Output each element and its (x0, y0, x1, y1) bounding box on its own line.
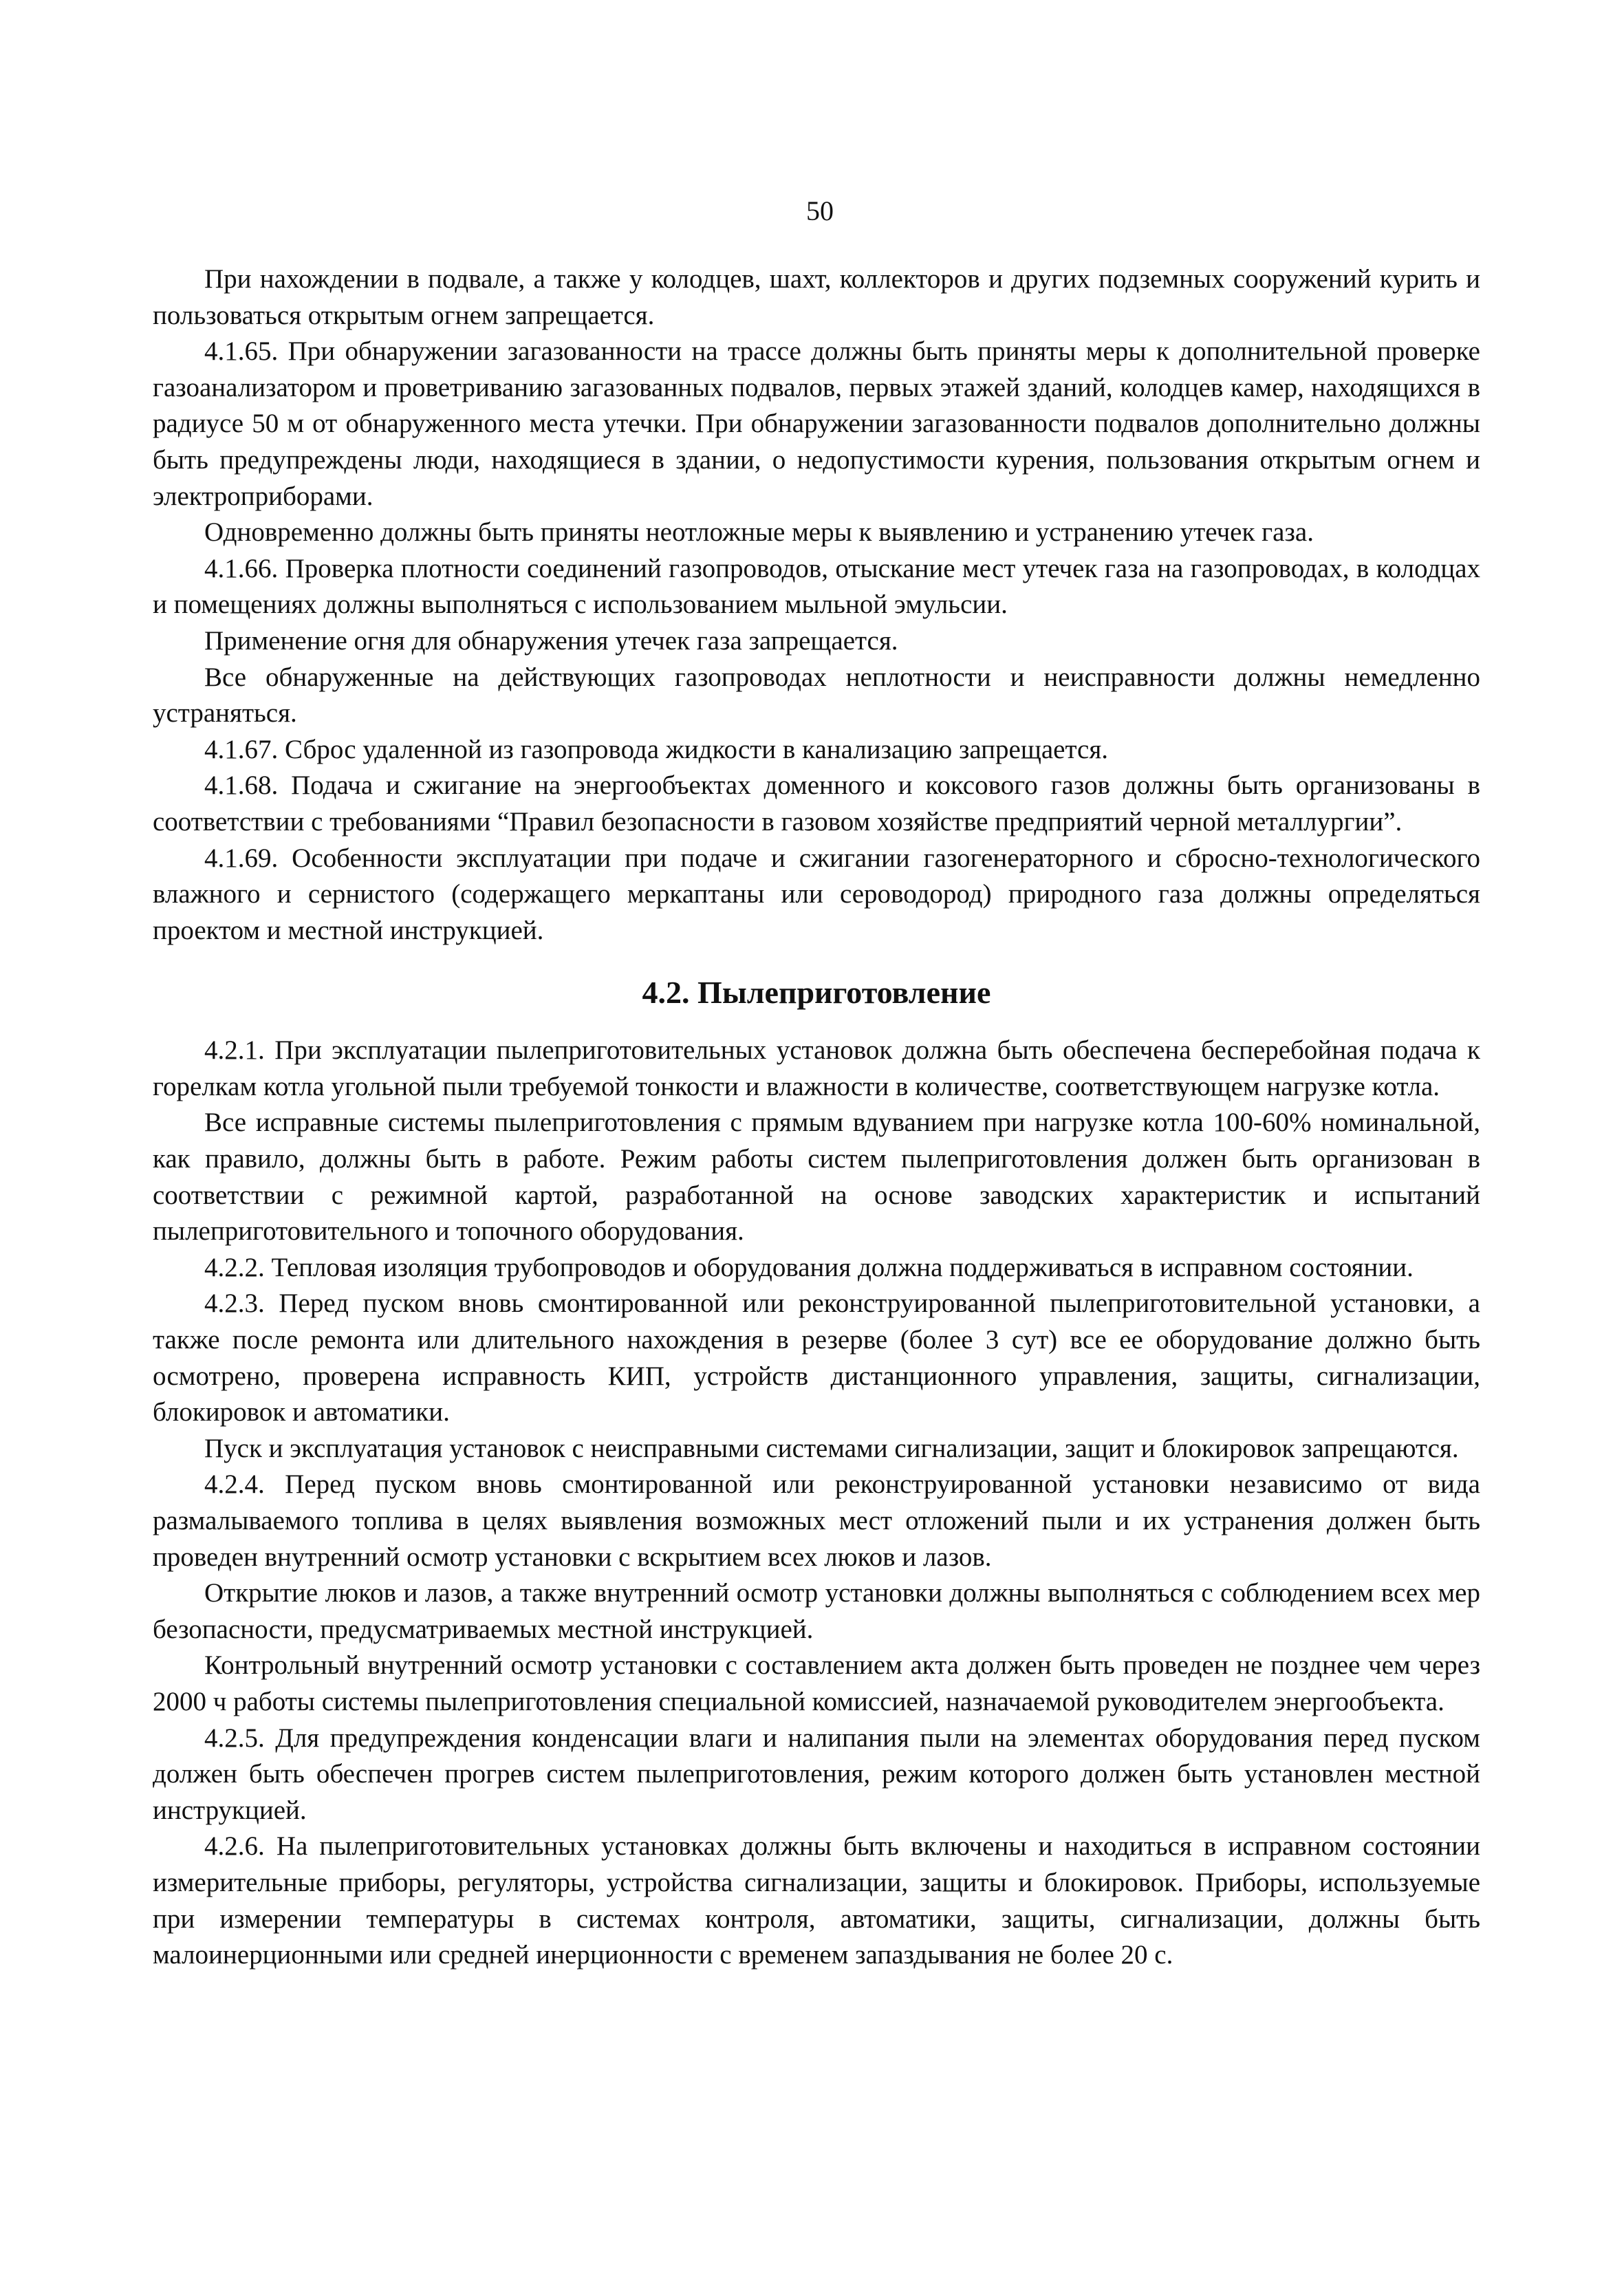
paragraph-4-2-1: 4.2.1. При эксплуатации пылеприготовительных установок должна быть обеспечена бесперебойная подача к горелкам котла угольной пыли требуемой тонкости и влажности в количестве, соответствующем нагрузке котла. (153, 1035, 1480, 1101)
paragraph: Все исправные системы пылеприготовления с прямым вдуванием при нагрузке котла 100-60% номинальной, как правило, должны быть в работе. Режим работы систем пылеприготовления должен быть организован в соответствии с режимной картой, разработанной на основе заводских характеристик и испытаний пылеприготовительного и топочного оборудования. (153, 1108, 1480, 1247)
section-heading: 4.2. Пылеприготовление (642, 975, 991, 1011)
document-page (153, 194, 1480, 1974)
paragraph-4-1-65: 4.1.65. При обнаружении загазованности на трассе должны быть приняты меры к дополнительной проверке газоанализатором и проветриванию загазованных подвалов, первых этажей зданий, колодцев камер, находящихся в радиусе 50 м от обнаруженного места утечки. При обнаружении загазованности подвалов дополнительно должны быть предупреждены люди, находящиеся в здании, о недопустимости курения, пользования открытым огнем и электроприборами. (153, 336, 1480, 511)
section-4-1-continuation (153, 261, 1480, 949)
paragraph-4-1-67: 4.1.67. Сброс удаленной из газопровода жидкости в канализацию запрещается. (204, 734, 1109, 764)
paragraph: Применение огня для обнаружения утечек газа запрещается. (204, 625, 898, 656)
paragraph-4-1-69: 4.1.69. Особенности эксплуатации при подаче и сжигании газогенераторного и сбросно-технологического влажного и сернистого (содержащего меркаптаны или сероводород) природного газа должны определяться проектом и местной инструкцией. (153, 843, 1480, 945)
paragraph-4-2-3: 4.2.3. Перед пуском вновь смонтированной или реконструированной пылеприготовительной установки, а также после ремонта или длительного нахождения в резерве (более 3 сут) все ее оборудование должно быть осмотрено, проверена исправность КИП, устройств дистанционного управления, защиты, сигнализации, блокировок и автоматики. (153, 1289, 1480, 1427)
paragraph-4-2-6: 4.2.6. На пылеприготовительных установках должны быть включены и находиться в исправном состоянии измерительные приборы, регуляторы, устройства сигнализации, защиты и блокировок. Приборы, используемые при измерении температуры в системах контроля, автоматики, защиты, сигнализации, должны быть малоинерционными или средней инерционности с временем запаздывания не более 20 с. (153, 1831, 1480, 1970)
paragraph-4-2-2: 4.2.2. Тепловая изоляция трубопроводов и оборудования должна поддерживаться в исправном состоянии. (204, 1252, 1414, 1282)
paragraph: Все обнаруженные на действующих газопроводах неплотности и неисправности должны немедленно устраняться. (153, 662, 1480, 729)
section-4-2 (153, 1033, 1480, 1973)
page-number: 50 (806, 195, 834, 226)
paragraph-4-2-5: 4.2.5. Для предупреждения конденсации влаги и налипания пыли на элементах оборудования перед пуском должен быть обеспечен прогрев систем пылеприготовления, режим которого должен быть установлен местной инструкцией. (153, 1723, 1480, 1825)
paragraph: Пуск и эксплуатация установок с неисправными системами сигнализации, защит и блокировок запрещаются. (204, 1433, 1459, 1463)
paragraph: При нахождении в подвале, а также у колодцев, шахт, коллекторов и других подземных сооружений курить и пользоваться открытым огнем запрещается. (153, 264, 1480, 330)
paragraph: Открытие люков и лазов, а также внутренний осмотр установки должны выполняться с соблюдением всех мер безопасности, предусматриваемых местной инструкцией. (153, 1578, 1480, 1644)
paragraph-4-1-66: 4.1.66. Проверка плотности соединений газопроводов, отыскание мест утечек газа на газопроводах, в колодцах и помещениях должны выполняться с использованием мыльной эмульсии. (153, 553, 1480, 620)
paragraph: Контрольный внутренний осмотр установки с составлением акта должен быть проведен не позднее чем через 2000 ч работы системы пылеприготовления специальной комиссией, назначаемой руководителем энергообъекта. (153, 1650, 1480, 1716)
paragraph: Одновременно должны быть приняты неотложные меры к выявлению и устранению утечек газа. (204, 517, 1314, 548)
paragraph-4-1-68: 4.1.68. Подача и сжигание на энергообъектах доменного и коксового газов должны быть организованы в соответствии с требованиями “Правил безопасности в газовом хозяйстве предприятий черной металлургии”. (153, 770, 1480, 837)
paragraph-4-2-4: 4.2.4. Перед пуском вновь смонтированной или реконструированной установки независимо от вида размалываемого топлива в целях выявления возможных мест отложений пыли и их устранения должен быть проведен внутренний осмотр установки с вскрытием всех люков и лазов. (153, 1469, 1480, 1572)
